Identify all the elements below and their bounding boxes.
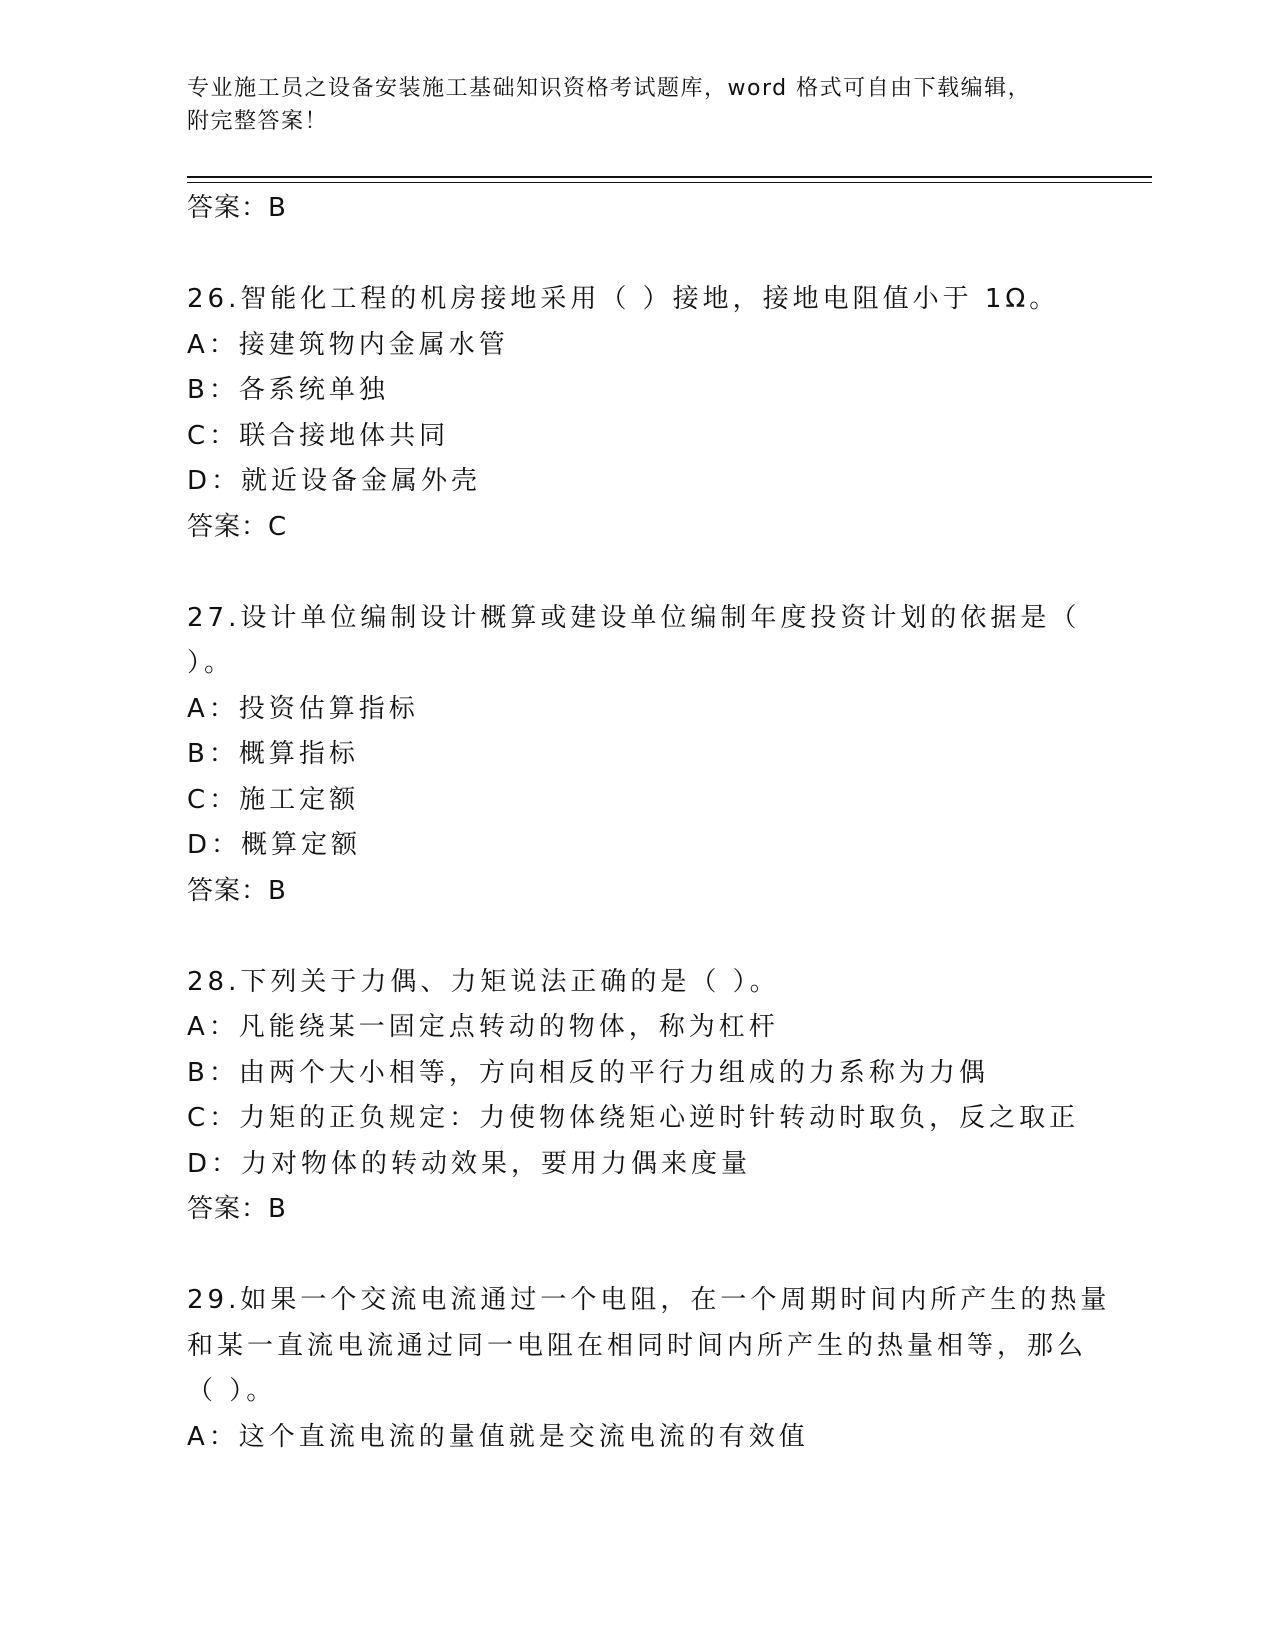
option-c: C：施工定额: [187, 784, 360, 815]
document-header: [187, 72, 1087, 138]
spacer: [187, 914, 1107, 960]
option-c: C：力矩的正负规定：力使物体绕矩心逆时针转动时取负，反之取正: [187, 1103, 1080, 1133]
question-stem: 28.下列关于力偶、力矩说法正确的是（ ）。: [187, 966, 780, 997]
option-a: A：投资估算指标: [187, 693, 419, 724]
option-b: B：各系统单独: [187, 375, 389, 405]
option-a: A：这个直流电流的量值就是交流电流的有效值: [187, 1421, 809, 1452]
answer: 答案：C: [187, 511, 288, 542]
option-a: A：接建筑物内金属水管: [187, 329, 509, 360]
option-a: A：凡能绕某一固定点转动的物体，称为杠杆: [187, 1012, 779, 1042]
header-divider-thin: [187, 182, 1152, 183]
answer-prev: 答案：B: [187, 193, 287, 223]
answer: 答案：B: [187, 875, 287, 906]
question-26: [187, 277, 1107, 550]
spacer: [187, 550, 1107, 596]
question-list: [187, 186, 1111, 1460]
option-b: B：概算指标: [187, 739, 359, 769]
option-d: D：就近设备金属外壳: [187, 466, 482, 496]
question-28: [187, 960, 1107, 1233]
option-b: B：由两个大小相等，方向相反的平行力组成的力系称为力偶: [187, 1057, 989, 1088]
question-stem-line-2: 和某一直流电流通过同一电阻在相同时间内所产生的热量相等，那么: [187, 1330, 1088, 1361]
header-divider-thick: [187, 176, 1152, 178]
option-c: C：联合接地体共同: [187, 420, 450, 451]
spacer: [187, 1233, 1107, 1279]
question-stem-line-1: 29.如果一个交流电流通过一个电阻，在一个周期时间内所产生的热量: [187, 1285, 1111, 1315]
question-29: [187, 1278, 1111, 1460]
question-stem-line-3: （ ）。: [187, 1376, 277, 1406]
answer: 答案：B: [187, 1194, 287, 1224]
spacer: [187, 232, 1107, 278]
option-d: D：概算定额: [187, 830, 362, 860]
question-stem-line-2: ）。: [187, 648, 235, 678]
header-line-2: 附完整答案！: [187, 109, 329, 134]
question-stem: 26.智能化工程的机房接地采用（ ）接地，接地电阻值小于 1Ω。: [187, 284, 1060, 314]
header-line-1: 专业施工员之设备安装施工基础知识资格考试题库，word 格式可自由下载编辑，: [187, 76, 1032, 101]
option-d: D：力对物体的转动效果，要用力偶来度量: [187, 1148, 752, 1179]
question-27: [187, 596, 1107, 915]
question-stem-line-1: 27.设计单位编制设计概算或建设单位编制年度投资计划的依据是（: [187, 602, 1081, 633]
